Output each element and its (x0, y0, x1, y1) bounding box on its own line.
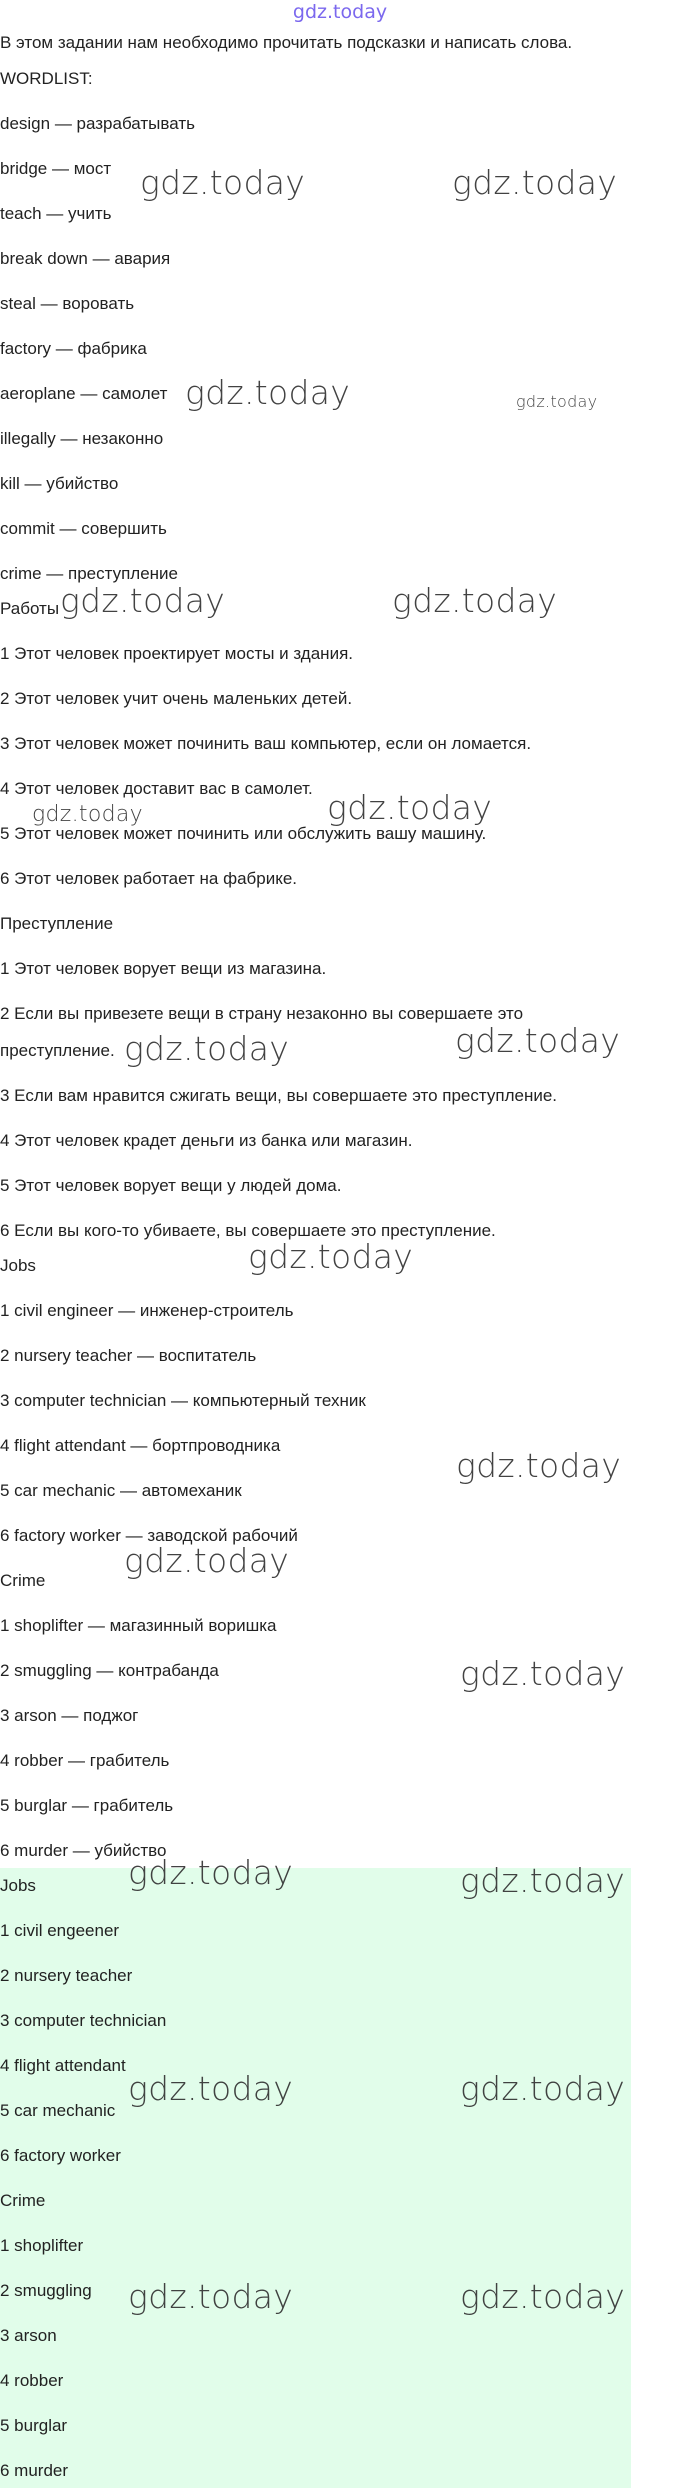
watermark: gdz.today (460, 1654, 626, 1693)
watermark: gdz.today (32, 802, 143, 827)
watermark: gdz.today (124, 1541, 290, 1580)
watermark: gdz.today (452, 163, 618, 202)
answer-crime-item: 2 smuggling (0, 2281, 92, 2300)
crime-ru-item: 5 Этот человек ворует вещи у людей дома. (0, 1176, 342, 1195)
answer-crime-item: 6 murder (0, 2461, 69, 2480)
jobs-ru-item: 4 Этот человек доставит вас в самолет. (0, 779, 313, 798)
wordlist-item: teach — учить (0, 204, 112, 223)
watermark: gdz.today (460, 2069, 626, 2108)
crime-translated-item: 5 burglar — грабитель (0, 1796, 174, 1815)
crime-ru-item: 1 Этот человек ворует вещи из магазина. (0, 959, 327, 978)
jobs-ru-item: 2 Этот человек учит очень маленьких детей. (0, 689, 353, 708)
crime-translated-item: 4 robber — грабитель (0, 1751, 170, 1770)
jobs-ru-item: 6 Этот человек работает на фабрике. (0, 869, 298, 888)
answer-jobs-item: 2 nursery teacher (0, 1966, 133, 1985)
jobs-translated-item: 5 car mechanic — автомеханик (0, 1481, 242, 1500)
wordlist-item: commit — совершить (0, 519, 167, 538)
answer-jobs-item: 1 civil engeener (0, 1921, 120, 1940)
jobs-ru-heading: Работы (0, 599, 60, 618)
crime-ru-item: 2 Если вы привезете вещи в страну незаконно вы совершаете это (0, 1004, 524, 1023)
jobs-translated-item: 4 flight attendant — бортпроводника (0, 1436, 281, 1455)
answer-highlight-block (0, 1868, 631, 2488)
watermark: gdz.today (140, 163, 306, 202)
jobs-ru-item: 5 Этот человек может починить или обслужить вашу машину. (0, 824, 487, 843)
crime-translated-item: 6 murder — убийство (0, 1841, 167, 1860)
wordlist-item: crime — преступление (0, 564, 179, 583)
jobs-translated-item: 2 nursery teacher — воспитатель (0, 1346, 257, 1365)
answer-crime-item: 5 burglar (0, 2416, 68, 2435)
crime-ru-item: 6 Если вы кого-то убиваете, вы совершаете это преступление. (0, 1221, 496, 1240)
wordlist-item: steal — воровать (0, 294, 135, 313)
answer-crime-item: 4 robber (0, 2371, 64, 2390)
jobs-translated-item: 3 computer technician — компьютерный техник (0, 1391, 366, 1410)
wordlist-heading: WORDLIST: (0, 69, 93, 88)
crime-translated-item: 2 smuggling — контрабанда (0, 1661, 219, 1680)
crime-translated-item: 3 arson — поджог (0, 1706, 139, 1725)
crime-ru-item: преступление. (0, 1041, 115, 1060)
crime-translated-heading: Crime (0, 1571, 46, 1590)
jobs-ru-item: 3 Этот человек может починить ваш компьютер, если он ломается. (0, 734, 532, 753)
watermark: gdz.today (392, 581, 558, 620)
answer-jobs-item: 5 car mechanic (0, 2101, 116, 2120)
wordlist-item: aeroplane — самолет (0, 384, 168, 403)
wordlist-item: factory — фабрика (0, 339, 147, 358)
answer-jobs-item: 3 computer technician (0, 2011, 167, 2030)
intro-text: В этом задании нам необходимо прочитать подсказки и написать слова. (0, 33, 573, 52)
crime-translated-item: 1 shoplifter — магазинный воришка (0, 1616, 277, 1635)
watermark: gdz.today (248, 1237, 414, 1276)
jobs-translated-item: 1 civil engineer — инженер-строитель (0, 1301, 294, 1320)
answer-crime-item: 3 arson (0, 2326, 57, 2345)
wordlist-item: design — разрабатывать (0, 114, 195, 133)
site-logo[interactable]: gdz.today (292, 1, 388, 23)
watermark: gdz.today (128, 1853, 294, 1892)
watermark: gdz.today (128, 2069, 294, 2108)
crime-ru-item: 3 Если вам нравится сжигать вещи, вы совершаете это преступление. (0, 1086, 558, 1105)
answer-crime-heading: Crime (0, 2191, 46, 2210)
wordlist-item: break down — авария (0, 249, 171, 268)
crime-ru-heading: Преступление (0, 914, 114, 933)
wordlist-item: bridge — мост (0, 159, 112, 178)
watermark: gdz.today (128, 2277, 294, 2316)
watermark: gdz.today (60, 581, 226, 620)
watermark: gdz.today (456, 1446, 622, 1485)
crime-ru-item: 4 Этот человек крадет деньги из банка или магазин. (0, 1131, 413, 1150)
answer-jobs-item: 4 flight attendant (0, 2056, 126, 2075)
answer-crime-item: 1 shoplifter (0, 2236, 84, 2255)
watermark: gdz.today (460, 2277, 626, 2316)
wordlist-item: illegally — незаконно (0, 429, 164, 448)
answer-jobs-item: 6 factory worker (0, 2146, 121, 2165)
watermark: gdz.today (185, 373, 351, 412)
watermark: gdz.today (460, 1861, 626, 1900)
jobs-ru-item: 1 Этот человек проектирует мосты и здания. (0, 644, 353, 663)
watermark: gdz.today (516, 392, 598, 411)
watermark: gdz.today (124, 1029, 290, 1068)
watermark: gdz.today (455, 1021, 621, 1060)
watermark: gdz.today (327, 788, 493, 827)
wordlist-item: kill — убийство (0, 474, 119, 493)
jobs-translated-heading: Jobs (0, 1256, 36, 1275)
jobs-translated-item: 6 factory worker — заводской рабочий (0, 1526, 298, 1545)
answer-jobs-heading: Jobs (0, 1876, 36, 1895)
